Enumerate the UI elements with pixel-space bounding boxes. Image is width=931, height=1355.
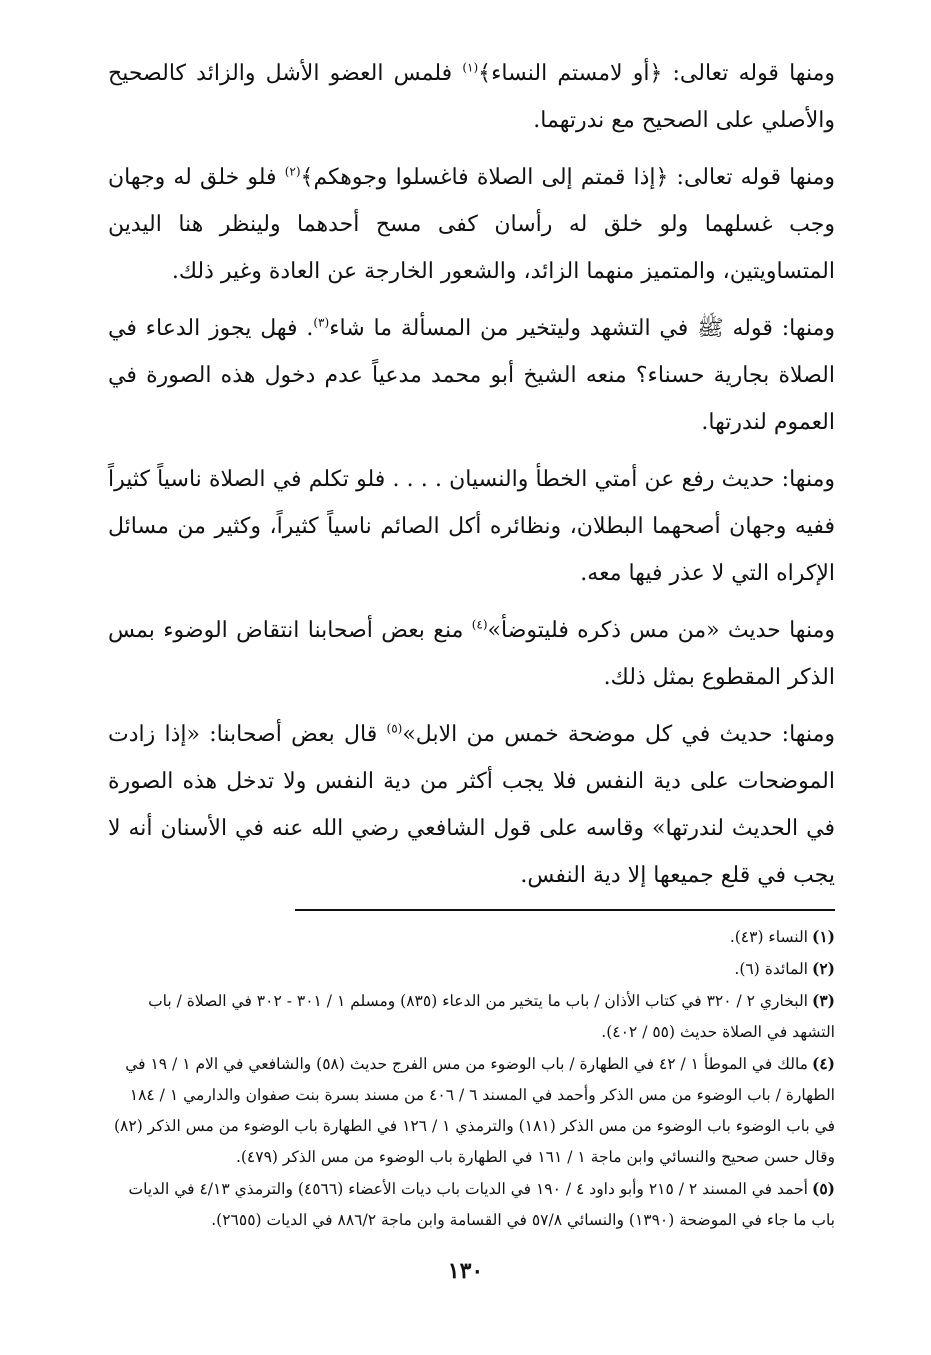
footnote-ref: (١) <box>462 60 479 75</box>
footnote-text: أحمد في المسند ٢ / ٢١٥ وأبو داود ٤ / ١٩٠ في الديات باب ديات الأعضاء (٤٥٦٦) والترمذي ٤/١٣ في الديات باب ما جاء في الموضحة (١٣٩٠) والنسائي ٥٧/٨ في القسامة وابن ماجة ٨٨٦/٢ في الديات (٢٦٥٥). <box>128 1180 835 1229</box>
footnote-ref: (٢) <box>284 164 301 179</box>
footnote-text: المائدة (٦). <box>734 960 808 978</box>
footnote-4 <box>108 1048 835 1173</box>
footnote-ref: (٥) <box>386 721 403 736</box>
footnote-3 <box>108 985 835 1048</box>
footnote-ref: (٣) <box>313 315 330 330</box>
paragraph-text: ومنها: قوله ﷺ في التشهد وليتخير من المسألة ما شاء <box>329 316 836 341</box>
footnote-number: (٥) <box>811 1179 835 1198</box>
footnote-number: (٤) <box>811 1054 835 1073</box>
footnote-divider <box>295 909 835 911</box>
footnote-2 <box>108 953 835 985</box>
paragraph-text: قال بعض أصحابنا: «إذا زادت الموضحات على دية النفس فلا يجب أكثر من دية النفس ولا تدخل هذه الصورة في الحديث لندرتها» وقاسه على قول الشافعي رضي الله عنه في الأسنان أنه لا يجب في قلع جميعها إلا دية النفس. <box>108 722 835 888</box>
paragraph-text: . فهل يجوز الدعاء في الصلاة بجارية حسناء؟ منعه الشيخ أبو محمد مدعياً عدم دخول هذه الصورة في العموم لندرتها. <box>108 316 835 435</box>
footnote-text: البخاري ٢ / ٣٢٠ في كتاب الأذان / باب ما يتخير من الدعاء (٨٣٥) ومسلم ١ / ٣٠١ - ٣٠٢ في الصلاة / باب التشهد في الصلاة حديث (٥٥ / ٤٠٢). <box>148 992 835 1041</box>
paragraph-4 <box>108 456 835 597</box>
main-text <box>108 50 835 899</box>
paragraph-text: منع بعض أصحابنا انتقاض الوضوء بمس الذكر المقطوع بمثل ذلك. <box>108 618 835 690</box>
paragraph-text: ومنها حديث «من مس ذكره فليتوضأ» <box>487 618 835 643</box>
paragraph-2 <box>108 154 835 295</box>
paragraph-text: ومنها: حديث رفع عن أمتي الخطأ والنسيان . . . . فلو تكلم في الصلاة ناسياً كثيراً ففيه وجهان أصحهما البطلان، ونظائره أكل الصائم ناسياً كثيراً، وكثير من مسائل الإكراه التي لا عذر فيها معه. <box>108 467 835 586</box>
paragraph-text: فلمس العضو الأشل والزائد كالصحيح والأصلي على الصحيح مع ندرتهما. <box>108 61 835 133</box>
footnote-number: (٣) <box>811 991 835 1010</box>
paragraph-3 <box>108 305 835 446</box>
footnote-1 <box>108 921 835 953</box>
footnote-number: (٢) <box>811 959 835 978</box>
footnote-ref: (٤) <box>471 617 488 632</box>
paragraph-6 <box>108 711 835 899</box>
paragraph-5 <box>108 607 835 701</box>
paragraph-text: ومنها قوله تعالى: ﴿أو لامستم النساء﴾ <box>478 61 835 86</box>
paragraph-text: ومنها: حديث في كل موضحة خمس من الابل» <box>402 722 835 747</box>
footnotes <box>108 921 835 1236</box>
footnote-text: النساء (٤٣). <box>729 928 808 946</box>
footnote-5 <box>108 1173 835 1236</box>
footnote-number: (١) <box>811 927 835 946</box>
paragraph-text: فلو خلق له وجهان وجب غسلهما ولو خلق له رأسان كفى مسح أحدهما ولينظر هنا اليدين المتساويتين، والمتميز منهما الزائد، والشعور الخارجة عن العادة وغير ذلك. <box>108 165 835 284</box>
paragraph-1 <box>108 50 835 144</box>
footnote-text: مالك في الموطأ ١ / ٤٢ في الطهارة / باب الوضوء من مس الفرج حديث (٥٨) والشافعي في الام ١ / ١٩ في الطهارة / باب الوضوء من مس الذكر وأحمد في المسند ٦ / ٤٠٦ من مسند بسرة بنت صفوان والدارمي ١ / ١٨٤ في باب الوضوء باب الوضوء من مس الذكر (١٨١) والترمذي ١ / ١٢٦ في الطهارة باب الوضوء من مس الذكر (٨٢) وقال حسن صحيح والنسائي وابن ماجة ١ / ١٦١ في الطهارة باب الوضوء من مس الذكر (٤٧٩). <box>113 1055 835 1166</box>
page-number: ١٣٠ <box>447 1258 484 1284</box>
paragraph-text: ومنها قوله تعالى: ﴿إذا قمتم إلى الصلاة فاغسلوا وجوهكم﴾ <box>300 165 836 190</box>
